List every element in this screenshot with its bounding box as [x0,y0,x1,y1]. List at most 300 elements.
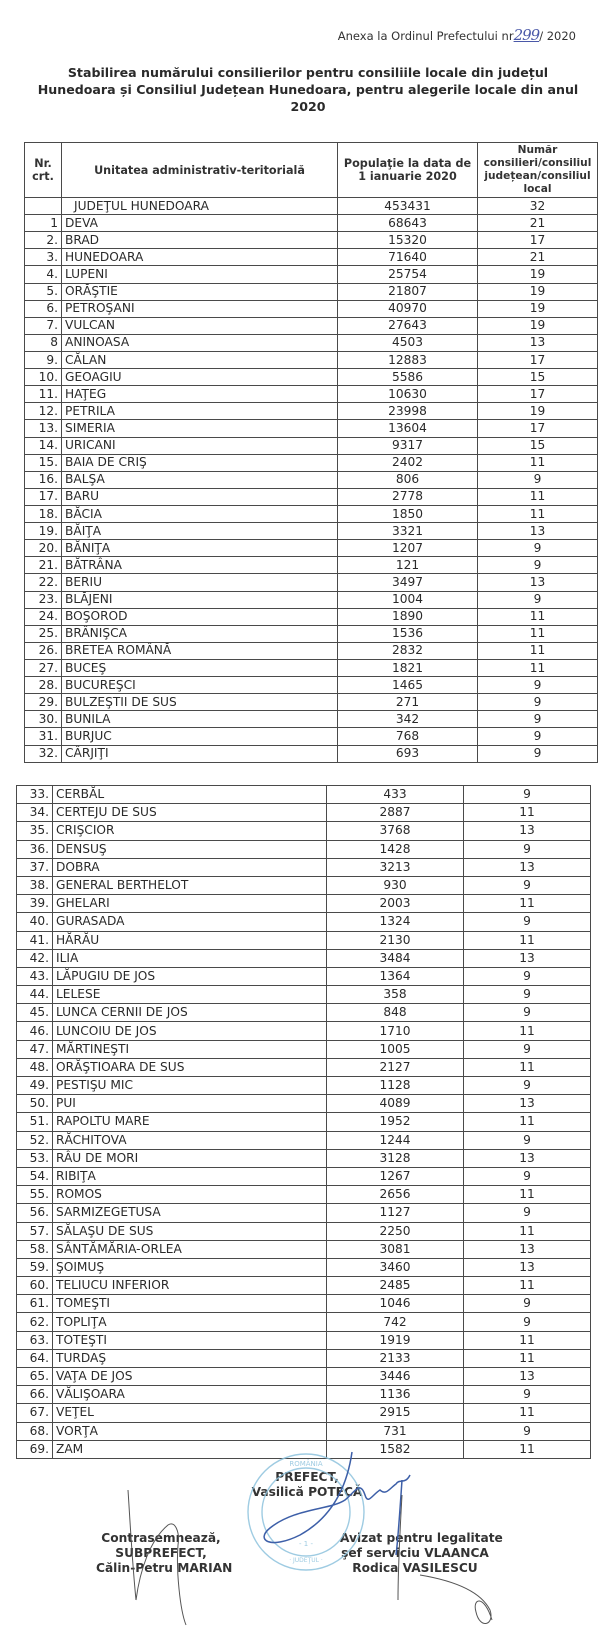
table-row [17,1331,591,1349]
cell-nr: 2. [25,232,62,249]
cell-population: 342 [338,711,478,728]
cell-population: 1324 [327,913,464,931]
svg-text:ROMÂNIA: ROMÂNIA [289,1460,323,1468]
table-row [25,351,598,368]
svg-text:- 1 -: - 1 - [299,1540,313,1548]
cell-unit: PETRILA [62,403,338,420]
cell-nr: 67. [17,1404,53,1422]
table-row [17,1131,591,1149]
cell-population: 2130 [327,931,464,949]
cell-population: 1890 [338,608,478,625]
table-row [25,488,598,505]
table-row [25,625,598,642]
cell-unit: BĂIŢA [62,523,338,540]
cell-councillors: 13 [464,1258,591,1276]
cell-unit: BAIA DE CRIŞ [62,454,338,471]
cell-population: 3768 [327,822,464,840]
cell-unit: BRÂNIŞCA [62,625,338,642]
cell-unit: BOŞOROD [62,608,338,625]
cell-unit: BLĂJENI [62,591,338,608]
cell-population: 453431 [338,198,478,215]
table-row [17,1022,591,1040]
annex-suffix: / 2020 [539,29,576,43]
cell-population: 2778 [338,488,478,505]
cell-nr: 21. [25,557,62,574]
table-row [17,949,591,967]
cell-population: 2003 [327,895,464,913]
prefect-role: PREFECT, [275,1470,339,1484]
cell-councillors: 11 [478,608,598,625]
cell-councillors: 15 [478,437,598,454]
cell-nr: 45. [17,1004,53,1022]
cell-unit: BĂNIŢA [62,540,338,557]
cell-nr: 8 [25,334,62,351]
cell-population: 1127 [327,1204,464,1222]
cell-nr: 31. [25,728,62,745]
cell-nr: 50. [17,1095,53,1113]
cell-councillors: 11 [464,804,591,822]
cell-councillors: 11 [464,1440,591,1458]
cell-nr: 32. [25,745,62,762]
cell-nr: 53. [17,1149,53,1167]
cell-population: 3484 [327,949,464,967]
table-row [17,1295,591,1313]
cell-councillors: 11 [464,1222,591,1240]
table-row [25,591,598,608]
cell-population: 1465 [338,677,478,694]
cell-councillors: 9 [464,1422,591,1440]
table-row [17,1404,591,1422]
table-row [25,300,598,317]
cell-population: 3128 [327,1149,464,1167]
cell-councillors: 19 [478,317,598,334]
cell-unit: HĂRĂU [53,931,327,949]
cell-population: 1582 [327,1440,464,1458]
cell-councillors: 13 [464,858,591,876]
cell-unit: SĂLAŞU DE SUS [53,1222,327,1240]
cell-nr: 1 [25,215,62,232]
table-row [17,1368,591,1386]
cell-nr: 5. [25,283,62,300]
cell-nr: 68. [17,1422,53,1440]
cell-unit: JUDEŢUL HUNEDOARA [62,198,338,215]
table-row [25,369,598,386]
table-row [17,1258,591,1276]
cell-unit: RĂCHITOVA [53,1131,327,1149]
cell-unit: BERIU [62,574,338,591]
cell-councillors: 9 [464,967,591,985]
councillors-table-part2 [16,785,591,1459]
table-row [17,1186,591,1204]
cell-councillors: 9 [464,876,591,894]
cell-nr: 52. [17,1131,53,1149]
prefect-signature-block [232,1470,382,1500]
cell-population: 1952 [327,1113,464,1131]
table-row [25,215,598,232]
table-row [17,822,591,840]
cell-unit: ORĂŞTIOARA DE SUS [53,1058,327,1076]
cell-unit: RIBIŢA [53,1167,327,1185]
annex-prefix: Anexa la Ordinul Prefectului nr [337,29,514,43]
legal-approval-role: şef serviciu VLAANCA [341,1546,489,1560]
cell-councillors: 11 [478,642,598,659]
cell-councillors: 13 [464,1240,591,1258]
table-row [17,1204,591,1222]
cell-population: 1046 [327,1295,464,1313]
cell-nr: 28. [25,677,62,694]
cell-nr: 22. [25,574,62,591]
cell-councillors: 9 [478,591,598,608]
cell-unit: DEVA [62,215,338,232]
cell-councillors: 11 [478,659,598,676]
cell-councillors: 17 [478,351,598,368]
cell-councillors: 9 [464,1040,591,1058]
cell-unit: TOMEŞTI [53,1295,327,1313]
cell-unit: ORĂŞTIE [62,283,338,300]
cell-unit: CERBĂL [53,786,327,804]
cell-councillors: 11 [464,1058,591,1076]
table-row [25,694,598,711]
cell-nr: 64. [17,1349,53,1367]
cell-nr: 38. [17,876,53,894]
cell-councillors: 13 [464,822,591,840]
cell-unit: LĂPUGIU DE JOS [53,967,327,985]
table-row [25,677,598,694]
cell-population: 3321 [338,523,478,540]
cell-unit: LUNCOIU DE JOS [53,1022,327,1040]
cell-councillors: 9 [464,840,591,858]
cell-nr: 62. [17,1313,53,1331]
cell-councillors: 9 [464,986,591,1004]
cell-nr: 4. [25,266,62,283]
table-row [25,403,598,420]
cell-population: 21807 [338,283,478,300]
cell-councillors: 19 [478,266,598,283]
legal-approval-block [340,1531,503,1576]
cell-population: 768 [338,728,478,745]
cell-nr: 57. [17,1222,53,1240]
cell-population: 433 [327,786,464,804]
cell-unit: RÂU DE MORI [53,1149,327,1167]
cell-councillors: 9 [464,1313,591,1331]
subprefect-role: SUBPREFECT, [115,1546,207,1560]
cell-councillors: 13 [464,949,591,967]
cell-population: 271 [338,694,478,711]
cell-population: 2133 [327,1349,464,1367]
cell-councillors: 21 [478,215,598,232]
cell-unit: VORŢA [53,1422,327,1440]
cell-unit: VĂLIŞOARA [53,1386,327,1404]
cell-population: 2485 [327,1277,464,1295]
cell-population: 2832 [338,642,478,659]
table-row [25,232,598,249]
cell-unit: BĂTRÂNA [62,557,338,574]
cell-unit: SÂNTĂMĂRIA-ORLEA [53,1240,327,1258]
subprefect-name: Călin-Petru MARIAN [96,1561,233,1575]
document-title: Stabilirea numărului consilierilor pentru consiliile locale din județul Hunedoara și Consiliul Județean Hunedoara, pentru alegerile locale din anul 2020 [37,65,579,114]
cell-nr: 56. [17,1204,53,1222]
legal-approval-name: Rodica VASILESCU [352,1561,478,1575]
table-row [17,1040,591,1058]
cell-councillors: 32 [478,198,598,215]
cell-unit: BĂCIA [62,505,338,522]
cell-population: 1428 [327,840,464,858]
cell-councillors: 17 [478,386,598,403]
cell-population: 3497 [338,574,478,591]
table-row [25,317,598,334]
cell-councillors: 11 [464,1331,591,1349]
table-row [25,437,598,454]
header-nr: Nr. crt. [25,143,62,198]
cell-nr: 27. [25,659,62,676]
cell-population: 1128 [327,1077,464,1095]
cell-unit: LUPENI [62,266,338,283]
cell-population: 4503 [338,334,478,351]
cell-councillors: 11 [464,931,591,949]
cell-nr: 16. [25,471,62,488]
cell-councillors: 9 [478,471,598,488]
cell-population: 23998 [338,403,478,420]
cell-unit: ROMOS [53,1186,327,1204]
cell-nr: 25. [25,625,62,642]
cell-councillors: 13 [464,1149,591,1167]
cell-population: 121 [338,557,478,574]
cell-population: 9317 [338,437,478,454]
cell-nr: 35. [17,822,53,840]
cell-nr: 44. [17,986,53,1004]
header-councillors: Număr consilieri/consiliul județean/consiliul local [478,143,598,198]
cell-population: 1710 [327,1022,464,1040]
cell-councillors: 9 [464,1295,591,1313]
cell-nr: 47. [17,1040,53,1058]
table-row [17,1313,591,1331]
cell-councillors: 9 [464,1077,591,1095]
cell-councillors: 9 [478,557,598,574]
table-row [17,876,591,894]
cell-nr: 60. [17,1277,53,1295]
cell-population: 742 [327,1313,464,1331]
cell-population: 3460 [327,1258,464,1276]
cell-population: 2402 [338,454,478,471]
cell-councillors: 11 [464,1404,591,1422]
cell-councillors: 11 [464,1113,591,1131]
cell-unit: BURJUC [62,728,338,745]
cell-councillors: 9 [464,1386,591,1404]
cell-nr: 49. [17,1077,53,1095]
councillors-table-part1 [24,142,598,763]
cell-unit: HAŢEG [62,386,338,403]
cell-councillors: 11 [464,1277,591,1295]
cell-population: 3081 [327,1240,464,1258]
cell-nr: 58. [17,1240,53,1258]
cell-unit: TELIUCU INFERIOR [53,1277,327,1295]
cell-nr: 23. [25,591,62,608]
cell-nr: 54. [17,1167,53,1185]
cell-councillors: 13 [464,1368,591,1386]
table-row [17,786,591,804]
table-row [25,334,598,351]
table-row [25,505,598,522]
cell-unit: LUNCA CERNII DE JOS [53,1004,327,1022]
cell-unit: BRETEA ROMÂNĂ [62,642,338,659]
table-row [17,840,591,858]
table-row [17,967,591,985]
cell-unit: BARU [62,488,338,505]
cell-population: 2250 [327,1222,464,1240]
cell-unit: CRIŞCIOR [53,822,327,840]
table-row [25,557,598,574]
table-row [17,895,591,913]
cell-nr: 66. [17,1386,53,1404]
cell-councillors: 11 [478,505,598,522]
table-row [25,608,598,625]
table-row [17,1240,591,1258]
cell-councillors: 17 [478,420,598,437]
table-row [17,1349,591,1367]
cell-nr: 39. [17,895,53,913]
cell-nr: 59. [17,1258,53,1276]
cell-population: 1005 [327,1040,464,1058]
cell-population: 40970 [338,300,478,317]
cell-unit: BUCEŞ [62,659,338,676]
cell-councillors: 11 [464,895,591,913]
cell-unit: TURDAŞ [53,1349,327,1367]
table-row [25,454,598,471]
cell-nr: 11. [25,386,62,403]
table-row [17,1004,591,1022]
table-row [17,804,591,822]
cell-population: 1821 [338,659,478,676]
cell-nr: 65. [17,1368,53,1386]
header-population: Populaţie la data de 1 ianuarie 2020 [338,143,478,198]
table-row [17,1440,591,1458]
cell-unit: URICANI [62,437,338,454]
table-row [25,283,598,300]
cell-unit: CÂRJIŢI [62,745,338,762]
cell-councillors: 11 [478,625,598,642]
cell-unit: GENERAL BERTHELOT [53,876,327,894]
cell-population: 15320 [338,232,478,249]
cell-unit: BUNILA [62,711,338,728]
cell-nr: 10. [25,369,62,386]
cell-population: 806 [338,471,478,488]
cell-councillors: 11 [464,1186,591,1204]
table-row [17,1222,591,1240]
cell-unit: CERTEJU DE SUS [53,804,327,822]
cell-nr: 40. [17,913,53,931]
cell-nr: 29. [25,694,62,711]
cell-nr: 33. [17,786,53,804]
cell-unit: GURASADA [53,913,327,931]
cell-unit: ILIA [53,949,327,967]
cell-unit: SARMIZEGETUSA [53,1204,327,1222]
cell-councillors: 19 [478,300,598,317]
cell-population: 848 [327,1004,464,1022]
cell-population: 731 [327,1422,464,1440]
cell-nr: 18. [25,505,62,522]
cell-unit: ANINOASA [62,334,338,351]
table-row [25,728,598,745]
table-row [25,249,598,266]
cell-nr: 42. [17,949,53,967]
table-row [25,266,598,283]
cell-unit: PUI [53,1095,327,1113]
cell-councillors: 13 [478,523,598,540]
cell-population: 693 [338,745,478,762]
table-row [17,1167,591,1185]
cell-councillors: 13 [464,1095,591,1113]
cell-nr: 15. [25,454,62,471]
cell-population: 2656 [327,1186,464,1204]
cell-councillors: 9 [478,540,598,557]
cell-nr: 3. [25,249,62,266]
cell-councillors: 13 [478,574,598,591]
prefect-name: Vasilică POTECĂ [251,1485,363,1499]
cell-nr: 12. [25,403,62,420]
cell-councillors: 9 [478,711,598,728]
cell-unit: CĂLAN [62,351,338,368]
cell-councillors: 9 [464,1167,591,1185]
cell-population: 358 [327,986,464,1004]
table-row [25,471,598,488]
table-row [17,931,591,949]
cell-councillors: 9 [478,677,598,694]
table-row [17,913,591,931]
table-header-row [25,143,598,198]
cell-nr: 41. [17,931,53,949]
cell-population: 1850 [338,505,478,522]
cell-unit: GHELARI [53,895,327,913]
cell-nr: 6. [25,300,62,317]
cell-councillors: 9 [478,728,598,745]
cell-councillors: 19 [478,403,598,420]
svg-text:· JUDEŢUL ·: · JUDEŢUL · [289,1557,323,1564]
cell-councillors: 15 [478,369,598,386]
annex-reference [338,26,576,44]
cell-councillors: 11 [464,1349,591,1367]
cell-population: 13604 [338,420,478,437]
cell-unit: SIMERIA [62,420,338,437]
cell-population: 3213 [327,858,464,876]
table-row [25,523,598,540]
cell-population: 2127 [327,1058,464,1076]
cell-population: 68643 [338,215,478,232]
cell-nr: 7. [25,317,62,334]
cell-unit: TOTEŞTI [53,1331,327,1349]
cell-nr: 20. [25,540,62,557]
table-row [17,1077,591,1095]
cell-councillors: 9 [464,1204,591,1222]
cell-nr: 26. [25,642,62,659]
cell-population: 1919 [327,1331,464,1349]
cell-unit: VULCAN [62,317,338,334]
header-unit: Unitatea administrativ-teritorială [62,143,338,198]
cell-nr: 46. [17,1022,53,1040]
cell-unit: VAŢA DE JOS [53,1368,327,1386]
table-row [17,1058,591,1076]
table-row [25,420,598,437]
table-row [17,1113,591,1131]
cell-unit: TOPLIŢA [53,1313,327,1331]
cell-nr: 17. [25,488,62,505]
cell-nr: 43. [17,967,53,985]
cell-unit: BRAD [62,232,338,249]
cell-population: 2887 [327,804,464,822]
cell-unit: PETROŞANI [62,300,338,317]
cell-unit: BALŞA [62,471,338,488]
cell-nr: 55. [17,1186,53,1204]
cell-population: 1207 [338,540,478,557]
